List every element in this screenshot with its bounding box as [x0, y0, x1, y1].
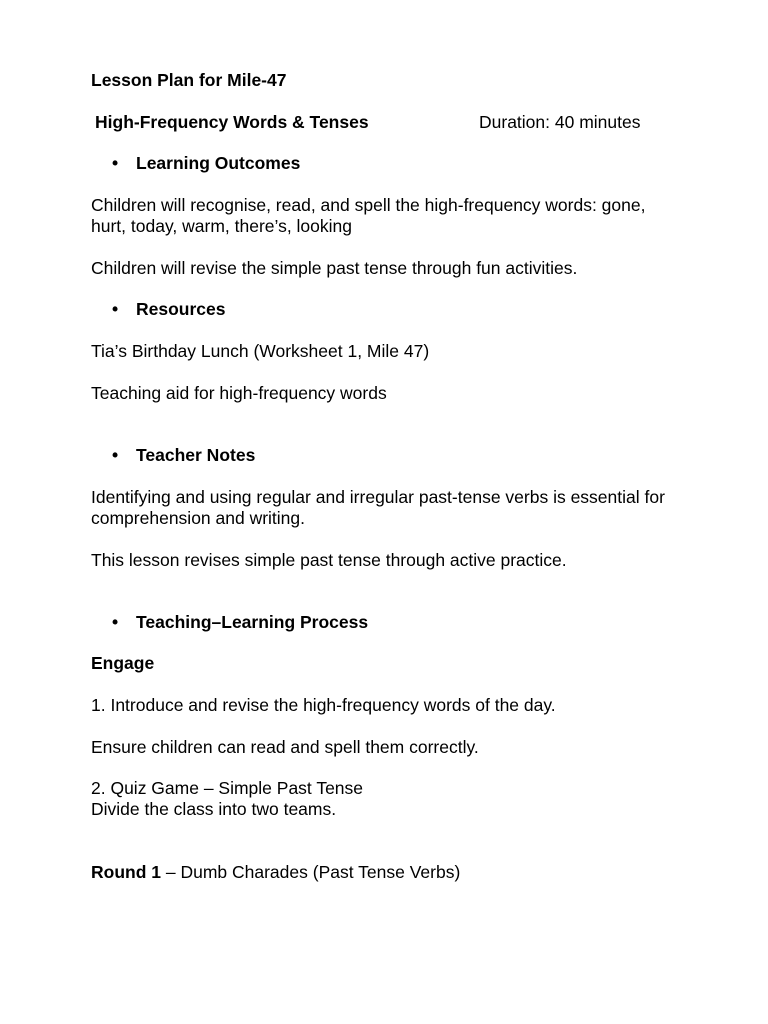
outcome-paragraph-line: hurt, today, warm, there’s, looking	[91, 216, 353, 236]
notes-paragraph-line: comprehension and writing.	[91, 508, 306, 528]
process-step: 2. Quiz Game – Simple Past Tense	[91, 778, 364, 798]
section-heading-learning-outcomes	[112, 153, 300, 174]
round-1-label: Round 1	[91, 862, 161, 882]
lesson-title: Lesson Plan for Mile-47	[91, 70, 287, 90]
round-1-line	[91, 862, 460, 883]
section-heading-label: Teacher Notes	[136, 445, 256, 465]
section-heading-label: Resources	[136, 299, 226, 319]
process-step: 1. Introduce and revise the high-frequency words of the day.	[91, 695, 556, 715]
outcome-paragraph: Children will revise the simple past tense through fun activities.	[91, 258, 578, 278]
process-step-note: Ensure children can read and spell them correctly.	[91, 737, 479, 757]
round-1-text: – Dumb Charades (Past Tense Verbs)	[161, 862, 461, 882]
bullet-icon: •	[112, 612, 119, 632]
resource-item: Tia’s Birthday Lunch (Worksheet 1, Mile 47)	[91, 341, 430, 361]
notes-paragraph-line: Identifying and using regular and irregular past-tense verbs is essential for	[91, 487, 665, 507]
bullet-icon: •	[112, 299, 119, 319]
section-heading-label: Teaching–Learning Process	[136, 612, 369, 632]
section-heading-process	[112, 612, 368, 633]
process-step-note: Divide the class into two teams.	[91, 799, 337, 819]
section-heading-resources	[112, 299, 226, 320]
bullet-icon: •	[112, 445, 119, 465]
lesson-duration: Duration: 40 minutes	[479, 112, 641, 132]
lesson-subtitle: High-Frequency Words & Tenses	[95, 112, 369, 132]
resource-item: Teaching aid for high-frequency words	[91, 383, 387, 403]
engage-heading: Engage	[91, 653, 155, 673]
outcome-paragraph-line: Children will recognise, read, and spell the high-frequency words: gone,	[91, 195, 646, 215]
bullet-icon: •	[112, 153, 119, 173]
notes-paragraph: This lesson revises simple past tense through active practice.	[91, 550, 567, 570]
section-heading-label: Learning Outcomes	[136, 153, 301, 173]
section-heading-teacher-notes	[112, 445, 255, 466]
